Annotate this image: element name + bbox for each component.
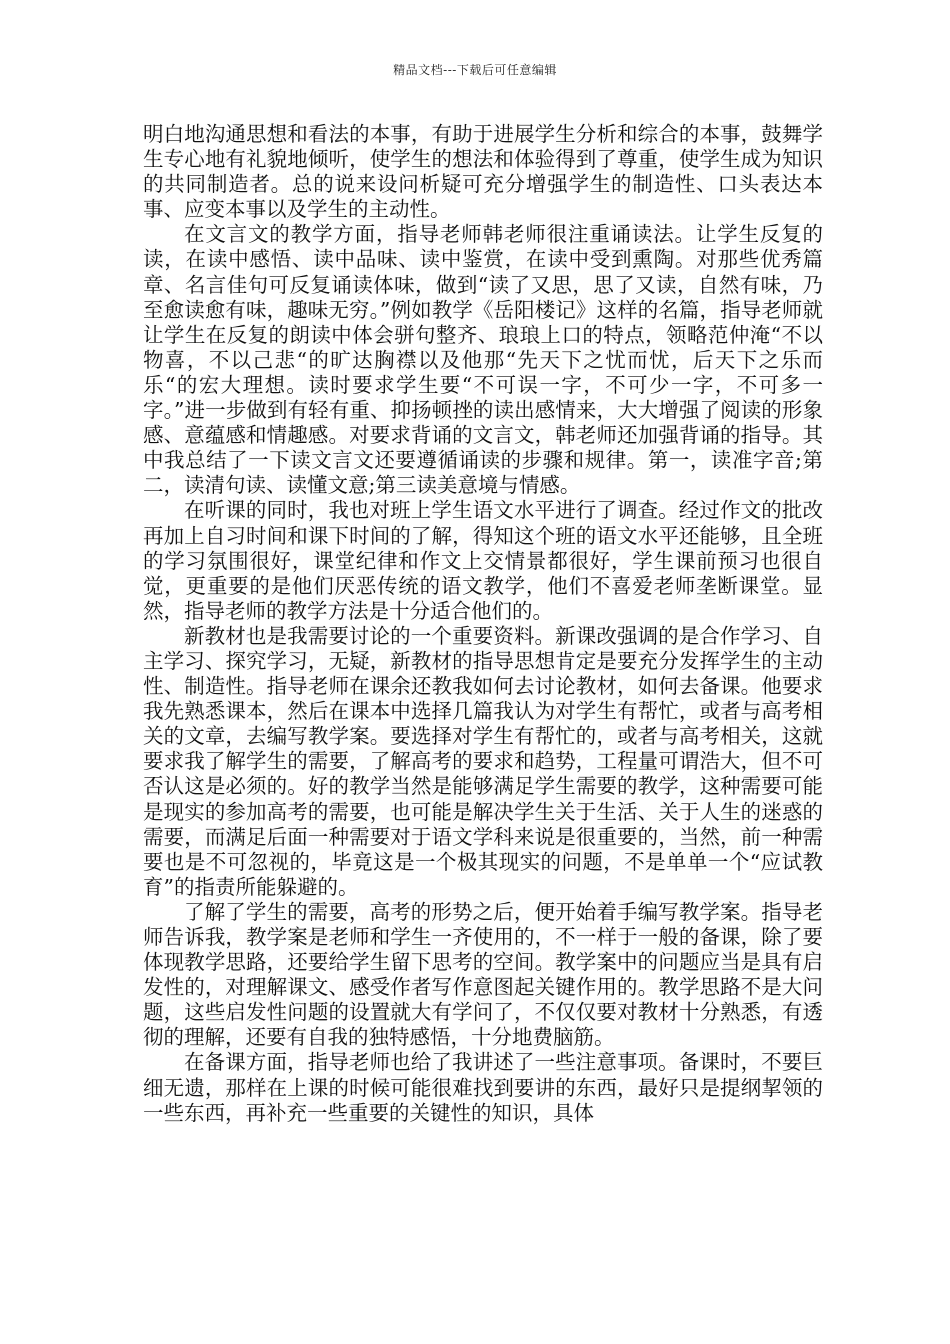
paragraph-2: 在文言文的教学方面，指导老师韩老师很注重诵读法。让学生反复的读，在读中感悟、读中品味、读中鉴赏，在读中受到熏陶。对那些优秀篇章、名言佳句可反复诵读体味，做到“读了又思，思了又读，自然有味，乃至愈读愈有味，趣味无穷。”例如教学《岳阳楼记》这样的名篇，指导老师就让学生在反复的朗读中体会骈句整齐、琅琅上口的特点，领略范仲淹“不以物喜，不以己悲“的旷达胸襟以及他那“先天下之忧而忧，后天下之乐而乐“的宏大理想。读时要求学生要“不可误一字，不可少一字，不可多一字。”进一步做到有轻有重、抑扬顿挫的读出感情来，大大增强了阅读的形象感、意蕴感和情趣感。对要求背诵的文言文，韩老师还加强背诵的指导。其中我总结了一下读文言文还要遵循诵读的步骤和规律。第一，读准字音;第二，读清句读、读懂文意;第三读美意境与情感。	[143, 222, 823, 498]
paragraph-1: 明白地沟通思想和看法的本事，有助于进展学生分析和综合的本事，鼓舞学生专心地有礼貌地倾听，使学生的想法和体验得到了尊重，使学生成为知识的共同制造者。总的说来设问析疑可充分增强学生的制造性、口头表达本事、应变本事以及学生的主动性。	[143, 122, 823, 222]
paragraph-6: 在备课方面，指导老师也给了我讲述了一些注意事项。备课时，不要巨细无遗，那样在上课的时候可能很难找到要讲的东西，最好只是提纲挈领的一些东西，再补充一些重要的关键性的知识，具体	[143, 1050, 823, 1125]
paragraph-4: 新教材也是我需要讨论的一个重要资料。新课改强调的是合作学习、自主学习、探究学习，无疑，新教材的指导思想肯定是要充分发挥学生的主动性、制造性。指导老师在课余还教我如何去讨论教材，如何去备课。他要求我先熟悉课本，然后在课本中选择几篇我认为对学生有帮忙，或者与高考相关的文章，去编写教学案。要选择对学生有帮忙的，或者与高考相关，这就要求我了解学生的需要，了解高考的要求和趋势，工程量可谓浩大，但不可否认这是必须的。好的教学当然是能够满足学生需要的教学，这种需要可能是现实的参加高考的需要，也可能是解决学生关于生活、关于人生的迷惑的需要，而满足后面一种需要对于语文学科来说是很重要的，当然，前一种需要也是不可忽视的，毕竟这是一个极其现实的问题，不是单单一个“应试教育”的指责所能躲避的。	[143, 623, 823, 899]
paragraph-3: 在听课的同时，我也对班上学生语文水平进行了调查。经过作文的批改再加上自习时间和课下时间的了解，得知这个班的语文水平还能够，且全班的学习氛围很好，课堂纪律和作文上交情景都很好，学生课前预习也很自觉，更重要的是他们厌恶传统的语文教学，他们不喜爱老师垄断课堂。显然，指导老师的教学方法是十分适合他们的。	[143, 498, 823, 623]
page-header: 精品文档---下载后可任意编辑	[393, 63, 557, 77]
document-body	[143, 122, 823, 1126]
paragraph-5: 了解了学生的需要，高考的形势之后，便开始着手编写教学案。指导老师告诉我，教学案是老师和学生一齐使用的，不一样于一般的备课，除了要体现教学思路，还要给学生留下思考的空间。教学案中的问题应当是具有启发性的，对理解课文、感受作者写作意图起关键作用的。教学思路不是大问题，这些启发性问题的设置就大有学问了，不仅仅要对教材十分熟悉，有透彻的理解，还要有自我的独特感悟，十分地费脑筋。	[143, 899, 823, 1050]
